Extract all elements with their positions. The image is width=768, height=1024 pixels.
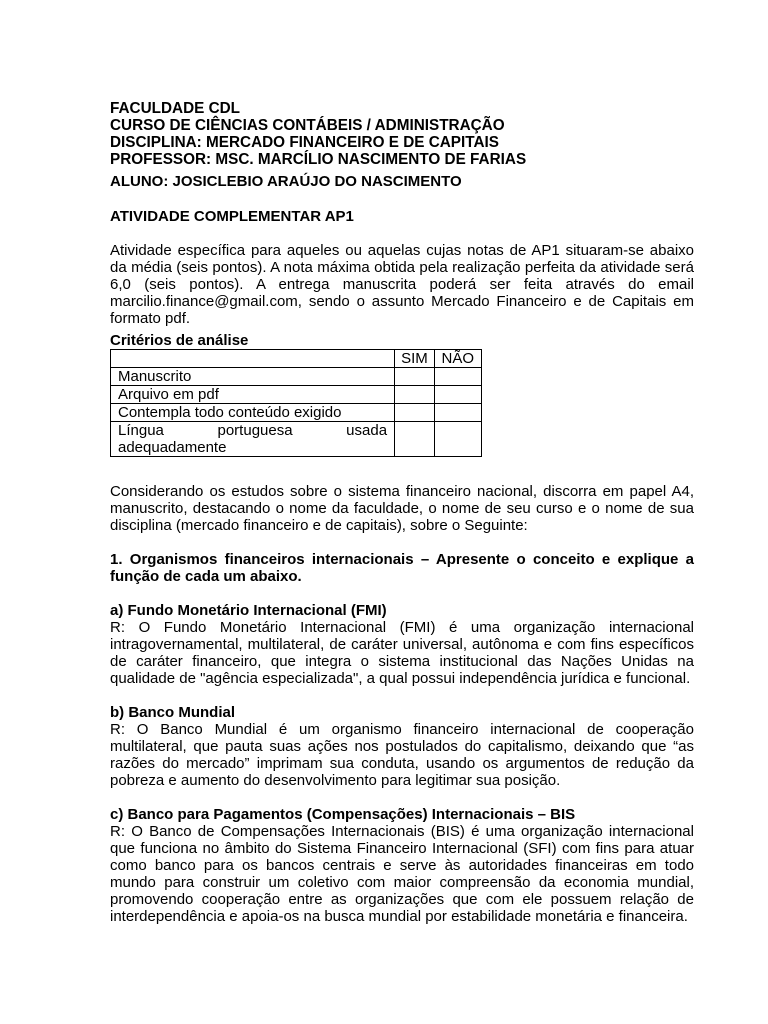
assignment-instructions: Considerando os estudos sobre o sistema financeiro nacional, discorra em papel A4, manuscrito, destacando o nome da faculdade, o nome de seu curso e o nome de sua disciplina (mercado financeiro e de capitais), sobre o Seguinte: (110, 483, 694, 534)
criteria-title: Critérios de análise (110, 332, 249, 349)
answer-item (110, 602, 694, 687)
criteria-row (111, 422, 482, 457)
criteria-table (110, 349, 482, 457)
criteria-header-row (111, 350, 482, 368)
criteria-header-nao: NÃO (435, 350, 482, 368)
student-name: ALUNO: JOSICLEBIO ARAÚJO DO NASCIMENTO (110, 173, 462, 190)
criteria-row-sim-cell (395, 368, 435, 386)
criteria-row-label: Contempla todo conteúdo exigido (111, 404, 395, 422)
answer-text: R: O Banco de Compensações Internacionais (BIS) é uma organização internacional que funciona no âmbito do Sistema Financeiro Internacional (SFI) com fins para atuar como banco para os bancos centrais e serve às autoridades financeiras em todo mundo para construir um coletivo com maior compreensão da economia mundial, promovendo cooperação entre as organizações que com ele possuem relação de interdependência e apoia-os na busca mundial por estabilidade monetária e financeira. (110, 823, 694, 925)
criteria-row-nao-cell (435, 404, 482, 422)
answer-title: b) Banco Mundial (110, 704, 235, 721)
institution-name: FACULDADE CDL (110, 100, 241, 117)
criteria-row-sim-cell (395, 386, 435, 404)
answer-title: c) Banco para Pagamentos (Compensações) Internacionais – BIS (110, 806, 576, 823)
criteria-row (111, 368, 482, 386)
answer-text: R: O Fundo Monetário Internacional (FMI) é uma organização internacional intragovernamental, multilateral, de caráter universal, autônoma e com fins específicos de caráter financeiro, que integra o sistema institucional das Nações Unidas na qualidade de "agência especializada", a qual possui independência jurídica e funcional. (110, 619, 694, 687)
criteria-row-nao-cell (435, 386, 482, 404)
discipline-name: DISCIPLINA: MERCADO FINANCEIRO E DE CAPITAIS (110, 134, 499, 151)
document-page (110, 100, 694, 925)
answer-title: a) Fundo Monetário Internacional (FMI) (110, 602, 387, 619)
criteria-row-sim-cell (395, 422, 435, 457)
answer-item (110, 704, 694, 789)
criteria-row-nao-cell (435, 368, 482, 386)
header-block (110, 100, 694, 190)
criteria-row-nao-cell (435, 422, 482, 457)
activity-intro: Atividade específica para aqueles ou aquelas cujas notas de AP1 situaram-se abaixo da média (seis pontos). A nota máxima obtida pela realização perfeita da atividade será 6,0 (seis pontos). A entrega manuscrita poderá ser feita através do email marcilio.finance@gmail.com, sendo o assunto Mercado Financeiro e de Capitais em formato pdf. (110, 242, 694, 327)
criteria-header-empty (111, 350, 395, 368)
activity-title: ATIVIDADE COMPLEMENTAR AP1 (110, 208, 354, 225)
course-name: CURSO DE CIÊNCIAS CONTÁBEIS / ADMINISTRAÇÃO (110, 117, 505, 134)
criteria-row (111, 386, 482, 404)
professor-name: PROFESSOR: MSC. MARCÍLIO NASCIMENTO DE FARIAS (110, 151, 527, 168)
question-heading: 1. Organismos financeiros internacionais – Apresente o conceito e explique a função de cada um abaixo. (110, 551, 694, 585)
criteria-row-label: Língua portuguesa usada adequadamente (111, 422, 395, 457)
criteria-row (111, 404, 482, 422)
answer-text: R: O Banco Mundial é um organismo financeiro internacional de cooperação multilateral, que pauta suas ações nos postulados do capitalismo, deixando que “as razões do mercado” imprimam sua conduta, usando os argumentos de redução da pobreza e aumento do desenvolvimento para legitimar sua posição. (110, 721, 694, 789)
criteria-header-sim: SIM (395, 350, 435, 368)
criteria-row-label: Arquivo em pdf (111, 386, 395, 404)
criteria-row-sim-cell (395, 404, 435, 422)
criteria-row-label: Manuscrito (111, 368, 395, 386)
answer-item (110, 806, 694, 925)
